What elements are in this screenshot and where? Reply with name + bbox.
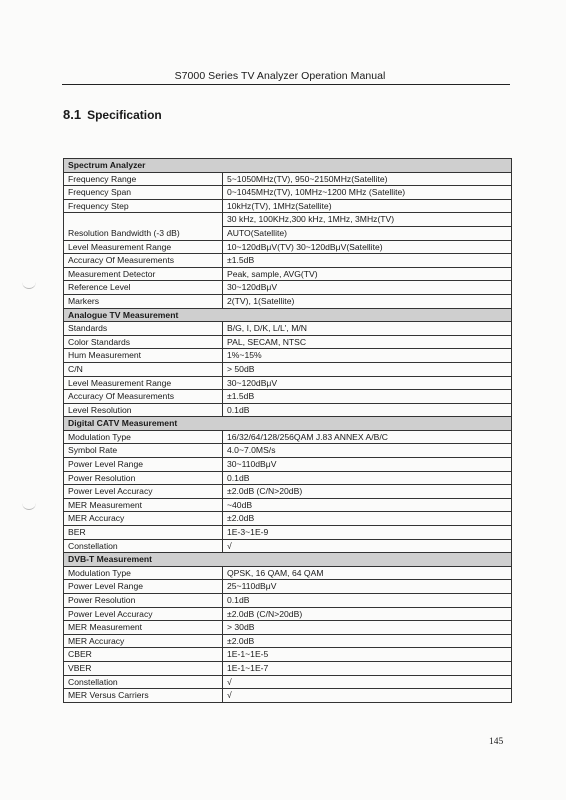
table-row [64,498,512,512]
table-row [64,430,512,444]
table-row [64,485,512,499]
table-row [64,526,512,540]
table-section-header [64,308,512,322]
table-row [64,539,512,553]
spec-value [223,213,512,240]
spec-value: ±2.0dB (C/N>20dB) [223,485,512,499]
spec-label: VBER [64,661,223,675]
spec-label: Power Level Range [64,458,223,472]
table-row [64,281,512,295]
spec-value: √ [223,539,512,553]
table-row [64,172,512,186]
spec-value: 10kHz(TV), 1MHz(Satellite) [223,199,512,213]
spec-value: QPSK, 16 QAM, 64 QAM [223,566,512,580]
table-row [64,580,512,594]
table-row [64,648,512,662]
spec-label: Power Level Range [64,580,223,594]
table-row [64,661,512,675]
spec-label: Symbol Rate [64,444,223,458]
margin-scan-mark [22,282,36,289]
spec-value: 0.1dB [223,403,512,417]
table-row [64,390,512,404]
header-rule [62,84,510,85]
table-row [64,240,512,254]
spec-label: MER Measurement [64,621,223,635]
spec-value: ±1.5dB [223,254,512,268]
spec-label: Level Measurement Range [64,240,223,254]
spec-label: Modulation Type [64,566,223,580]
running-header: S7000 Series TV Analyzer Operation Manual [174,70,386,82]
spec-label: Power Resolution [64,594,223,608]
table-row [64,471,512,485]
table-row [64,621,512,635]
spec-label: Power Resolution [64,471,223,485]
spec-label: Measurement Detector [64,267,223,281]
table-row [64,349,512,363]
spec-label: Frequency Span [64,186,223,200]
section-header-label: Digital CATV Measurement [64,417,512,431]
page-number: 145 [489,737,504,747]
spec-value: B/G, I, D/K, L/L', M/N [223,322,512,336]
table-row [64,376,512,390]
spec-label: BER [64,526,223,540]
spec-value: √ [223,675,512,689]
table-section-header [64,159,512,173]
table-row [64,267,512,281]
spec-value: 16/32/64/128/256QAM J.83 ANNEX A/B/C [223,430,512,444]
table-row [64,254,512,268]
margin-scan-mark [22,503,36,510]
spec-label: Level Measurement Range [64,376,223,390]
spec-value: 10~120dBμV(TV) 30~120dBμV(Satellite) [223,240,512,254]
table-row [64,607,512,621]
spec-label: Accuracy Of Measurements [64,390,223,404]
spec-label: MER Measurement [64,498,223,512]
table-row [64,403,512,417]
spec-label: Color Standards [64,335,223,349]
spec-value: ±2.0dB [223,634,512,648]
section-header-label: Analogue TV Measurement [64,308,512,322]
spec-label: Markers [64,294,223,308]
table-row [64,335,512,349]
spec-value: 30~120dBμV [223,376,512,390]
section-number: 8.1 [63,107,82,122]
table-row [64,566,512,580]
table-row [64,213,512,240]
table-row [64,594,512,608]
spec-label: Modulation Type [64,430,223,444]
table-section-header [64,417,512,431]
spec-value: 1E-3~1E-9 [223,526,512,540]
spec-label: Power Level Accuracy [64,607,223,621]
spec-label: Accuracy Of Measurements [64,254,223,268]
spec-label: C/N [64,362,223,376]
spec-label: Power Level Accuracy [64,485,223,499]
spec-label: Reference Level [64,281,223,295]
spec-value-line: AUTO(Satellite) [223,226,511,240]
spec-value: 0.1dB [223,471,512,485]
spec-label: MER Accuracy [64,634,223,648]
spec-value: 0~1045MHz(TV), 10MHz~1200 MHz (Satellite) [223,186,512,200]
spec-value: 30~120dBμV [223,281,512,295]
spec-value: 1%~15% [223,349,512,363]
table-section-header [64,553,512,567]
spec-label: Constellation [64,675,223,689]
specification-table [63,158,512,703]
spec-value-line: 30 kHz, 100KHz,300 kHz, 1MHz, 3MHz(TV) [227,214,395,225]
spec-label: Hum Measurement [64,349,223,363]
spec-value: > 30dB [223,621,512,635]
spec-value: 1E-1~1E-7 [223,661,512,675]
spec-value: Peak, sample, AVG(TV) [223,267,512,281]
table-row [64,512,512,526]
table-row [64,294,512,308]
spec-label: MER Accuracy [64,512,223,526]
spec-value: 1E-1~1E-5 [223,648,512,662]
spec-value: 5~1050MHz(TV), 950~2150MHz(Satellite) [223,172,512,186]
table-row [64,458,512,472]
spec-value: ±2.0dB [223,512,512,526]
table-row [64,362,512,376]
spec-value: √ [223,689,512,703]
spec-label: Constellation [64,539,223,553]
spec-label: CBER [64,648,223,662]
spec-label: Level Resolution [64,403,223,417]
spec-value: 0.1dB [223,594,512,608]
spec-value: PAL, SECAM, NTSC [223,335,512,349]
spec-label: Frequency Range [64,172,223,186]
spec-value: > 50dB [223,362,512,376]
spec-label: Resolution Bandwidth (-3 dB) [64,213,223,240]
spec-value: 30~110dBμV [223,458,512,472]
table-row [64,634,512,648]
spec-label: Standards [64,322,223,336]
table-row [64,199,512,213]
table-row [64,675,512,689]
table-row [64,186,512,200]
spec-value: ±1.5dB [223,390,512,404]
spec-value: 25~110dBμV [223,580,512,594]
section-title: Specification [87,108,162,122]
table-row [64,689,512,703]
table-row [64,322,512,336]
section-header-label: DVB-T Measurement [64,553,512,567]
section-header-label: Spectrum Analyzer [64,159,512,173]
spec-value: 2(TV), 1(Satellite) [223,294,512,308]
spec-label: Frequency Step [64,199,223,213]
spec-label: MER Versus Carriers [64,689,223,703]
section-heading [63,107,162,122]
table-row [64,444,512,458]
spec-value: 4.0~7.0MS/s [223,444,512,458]
spec-value: ~40dB [223,498,512,512]
spec-value: ±2.0dB (C/N>20dB) [223,607,512,621]
